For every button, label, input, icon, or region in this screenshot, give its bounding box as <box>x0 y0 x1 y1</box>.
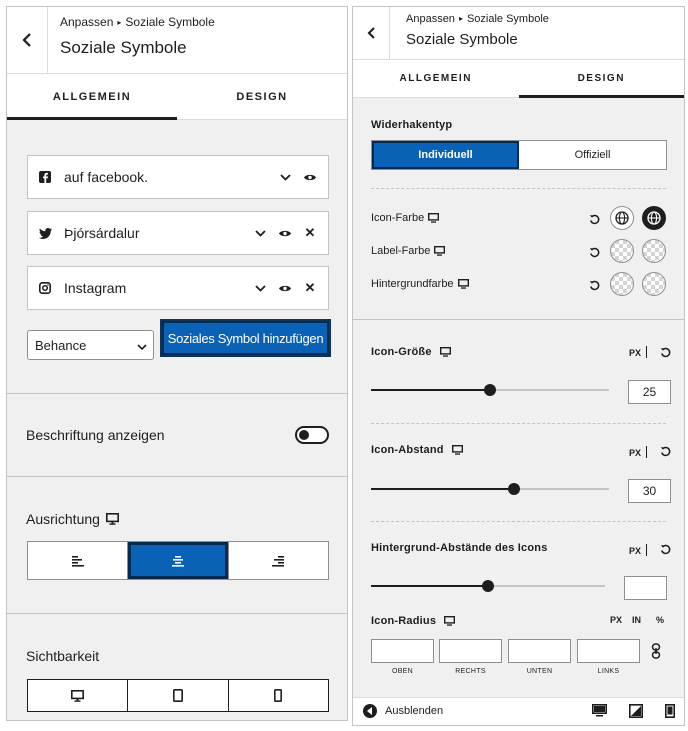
unit-separator <box>646 346 647 358</box>
instagram-icon <box>38 281 52 295</box>
breadcrumb-arrow-icon: ▸ <box>117 18 122 27</box>
back-button[interactable] <box>7 7 48 73</box>
social-item-label: Þjórsárdalur <box>64 225 140 241</box>
icon-color-label <box>371 212 439 224</box>
icon-radius-label-text: Icon-Radius <box>371 615 437 627</box>
collapse-arrow-icon <box>363 704 377 718</box>
social-network-select[interactable] <box>27 330 154 360</box>
chevron-left-icon <box>22 32 32 48</box>
icon-spacing-slider[interactable] <box>371 488 609 490</box>
globe-icon <box>647 211 661 225</box>
breadcrumb-arrow-icon: ▸ <box>458 14 463 23</box>
preview-tablet-button[interactable] <box>629 704 643 723</box>
radius-bottom-label: UNTEN <box>526 668 553 675</box>
icon-hover-color-swatch[interactable] <box>642 206 666 230</box>
radius-top-input[interactable] <box>371 639 434 663</box>
select-value: Behance <box>35 337 87 353</box>
visibility-eye-icon[interactable] <box>300 167 320 187</box>
background-color-label <box>371 278 469 290</box>
hide-label: Ausblenden <box>385 705 444 717</box>
slider-fill <box>371 585 488 587</box>
unit-px-button[interactable]: PX <box>629 546 642 556</box>
style-type-segmented-control <box>371 140 667 170</box>
visibility-tablet-button[interactable] <box>128 680 228 711</box>
slider-thumb[interactable] <box>482 580 494 592</box>
icon-size-label <box>371 346 451 358</box>
desktop-icon <box>71 690 84 702</box>
customizer-panel-design <box>352 6 685 726</box>
page-title: Soziale Symbole <box>60 38 187 57</box>
chevron-down-icon[interactable] <box>250 278 270 298</box>
visibility-eye-icon[interactable] <box>275 278 295 298</box>
style-type-official-button[interactable]: Offiziell <box>574 149 611 161</box>
slider-thumb[interactable] <box>484 384 496 396</box>
chevron-down-icon[interactable] <box>275 167 295 187</box>
divider <box>7 613 347 614</box>
bg-spacing-label: Hintergrund-Abstände des Icons <box>371 542 548 554</box>
link-values-icon[interactable] <box>649 644 663 658</box>
chevron-down-icon[interactable] <box>250 223 270 243</box>
desktop-icon[interactable] <box>452 445 463 455</box>
divider <box>7 393 347 394</box>
reset-icon[interactable] <box>658 444 672 458</box>
breadcrumb <box>60 15 215 29</box>
radius-right-label: RECHTS <box>455 668 486 675</box>
icon-spacing-label <box>371 444 463 456</box>
tablet-icon <box>173 689 183 702</box>
background-color-label-text: Hintergrundfarbe <box>371 278 454 290</box>
align-left-button[interactable] <box>28 542 128 579</box>
unit-separator <box>646 446 647 458</box>
label-hover-color-swatch[interactable] <box>642 239 666 263</box>
unit-px-button[interactable]: PX <box>629 448 642 458</box>
facebook-icon <box>38 170 52 184</box>
breadcrumb <box>406 13 549 25</box>
divider <box>353 319 684 320</box>
preview-desktop-button[interactable] <box>592 704 607 722</box>
breadcrumb-root[interactable]: Anpassen <box>406 13 455 25</box>
customizer-panel-general <box>6 6 348 721</box>
visibility-eye-icon[interactable] <box>275 223 295 243</box>
desktop-icon[interactable] <box>434 246 445 256</box>
unit-separator <box>646 544 647 556</box>
label-color-label-text: Label-Farbe <box>371 245 431 257</box>
radius-left-input[interactable] <box>577 639 640 663</box>
align-center-icon <box>171 554 185 568</box>
icon-radius-label <box>371 615 455 627</box>
radius-top-label: OBEN <box>391 668 414 675</box>
desktop-icon[interactable] <box>458 279 469 289</box>
reset-icon[interactable] <box>587 212 601 226</box>
label-color-swatch[interactable] <box>610 239 634 263</box>
back-button[interactable] <box>353 7 390 59</box>
tab-general[interactable]: ALLGEMEIN <box>399 73 472 84</box>
slider-thumb[interactable] <box>508 483 520 495</box>
remove-x-icon[interactable]: ✕ <box>304 225 316 240</box>
visibility-button-group <box>27 679 329 712</box>
caption-toggle[interactable] <box>295 426 329 444</box>
preview-mobile-button[interactable] <box>665 704 675 723</box>
icon-spacing-input[interactable]: 30 <box>628 479 671 503</box>
divider <box>371 521 666 522</box>
breadcrumb-current: Soziale Symbole <box>466 13 549 25</box>
twitter-icon <box>38 226 52 240</box>
unit-percent-button[interactable]: % <box>656 615 665 625</box>
tab-bar <box>7 74 347 120</box>
alignment-label <box>26 511 119 527</box>
desktop-icon[interactable] <box>440 347 451 357</box>
breadcrumb-root[interactable]: Anpassen <box>60 15 114 29</box>
desktop-icon[interactable] <box>444 616 455 626</box>
tablet-icon <box>629 704 643 718</box>
reset-icon[interactable] <box>587 245 601 259</box>
mobile-icon <box>274 689 282 702</box>
remove-x-icon[interactable]: ✕ <box>304 280 316 295</box>
chevron-down-icon <box>137 339 147 354</box>
divider <box>7 476 347 477</box>
reset-icon[interactable] <box>658 542 672 556</box>
mobile-icon <box>665 704 675 718</box>
globe-icon <box>615 211 629 225</box>
background-color-swatch[interactable] <box>610 272 634 296</box>
desktop-icon[interactable] <box>428 213 439 223</box>
align-right-icon <box>271 554 285 568</box>
slider-fill <box>371 389 490 391</box>
icon-color-swatch[interactable] <box>610 206 634 230</box>
align-left-icon <box>71 554 85 568</box>
breadcrumb-current: Soziale Symbole <box>125 15 215 29</box>
radius-bottom-input[interactable] <box>508 639 571 663</box>
style-type-custom-button[interactable]: Individuell <box>372 141 519 169</box>
slider-fill <box>371 488 514 490</box>
panel-header <box>353 7 684 60</box>
unit-px-button[interactable]: PX <box>629 348 642 358</box>
divider <box>371 423 666 424</box>
style-type-label: Widerhakentyp <box>371 119 453 131</box>
panel-header <box>7 7 347 74</box>
tab-bar <box>353 60 684 98</box>
toggle-knob <box>299 430 309 440</box>
background-hover-color-swatch[interactable] <box>642 272 666 296</box>
bg-spacing-input[interactable] <box>624 576 667 600</box>
tab-design[interactable]: DESIGN <box>236 90 288 103</box>
hide-controls-button[interactable] <box>363 704 443 718</box>
unit-px-button[interactable]: PX <box>610 615 623 625</box>
icon-size-slider[interactable] <box>371 389 609 391</box>
visibility-mobile-button[interactable] <box>229 680 328 711</box>
social-item-label: Instagram <box>64 280 127 296</box>
radius-right-input[interactable] <box>439 639 502 663</box>
visibility-label: Sichtbarkeit <box>26 648 100 664</box>
divider <box>371 188 666 189</box>
icon-color-label-text: Icon-Farbe <box>371 212 425 224</box>
label-color-label <box>371 245 445 257</box>
reset-icon[interactable] <box>658 345 672 359</box>
visibility-desktop-button[interactable] <box>28 680 128 711</box>
icon-size-label-text: Icon-Größe <box>371 346 432 358</box>
align-right-button[interactable] <box>229 542 328 579</box>
align-center-button[interactable] <box>128 542 228 579</box>
icon-spacing-label-text: Icon-Abstand <box>371 444 444 456</box>
reset-icon[interactable] <box>587 278 601 292</box>
bg-spacing-slider[interactable] <box>371 585 605 587</box>
unit-in-button[interactable]: IN <box>632 615 641 625</box>
desktop-icon <box>592 704 607 717</box>
page-title: Soziale Symbole <box>406 31 518 48</box>
chevron-left-icon <box>367 26 376 40</box>
social-item-instagram[interactable] <box>27 266 329 310</box>
alignment-label-text: Ausrichtung <box>26 511 100 527</box>
tab-design[interactable]: DESIGN <box>519 60 685 97</box>
caption-label: Beschriftung anzeigen <box>26 427 165 443</box>
desktop-icon[interactable] <box>106 513 119 525</box>
alignment-button-group <box>27 541 329 580</box>
social-item-twitter[interactable] <box>27 211 329 255</box>
add-social-icon-button[interactable]: Soziales Symbol hinzufügen <box>162 321 329 355</box>
tab-general[interactable]: ALLGEMEIN <box>7 74 177 119</box>
icon-size-input[interactable]: 25 <box>628 380 671 404</box>
social-item-facebook[interactable] <box>27 155 329 199</box>
panel-footer <box>353 697 684 725</box>
social-item-label: auf facebook. <box>64 169 149 185</box>
radius-left-label: LINKS <box>597 668 620 675</box>
